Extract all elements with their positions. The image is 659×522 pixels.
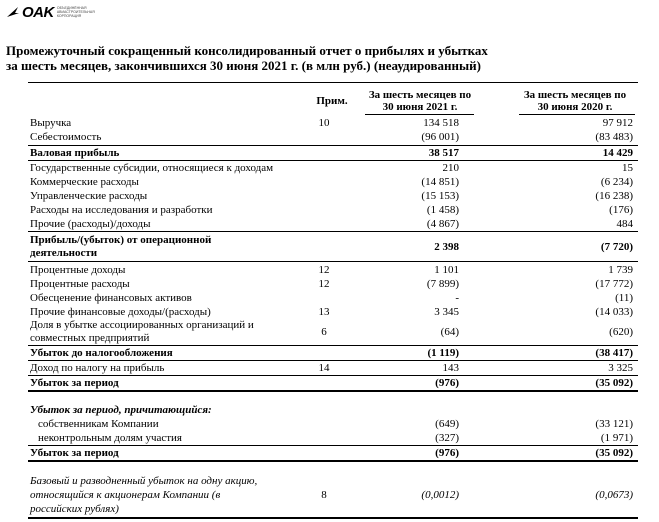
table-row: собственникам Компании (649) (33 121) <box>38 418 633 430</box>
table-row: Процентные расходы 12 (7 899) (17 772) <box>30 278 633 290</box>
double-rule <box>28 460 638 462</box>
table-row: Доход по налогу на прибыль 14 143 3 325 <box>30 362 633 374</box>
logo-subtitle: ОБЪЕДИНЁННАЯ АВИАСТРОИТЕЛЬНАЯ КОРПОРАЦИЯ <box>56 6 95 18</box>
logo-text: OAK <box>22 3 54 21</box>
table-row: Прочие (расходы)/доходы (4 867) 484 <box>30 218 633 230</box>
table-row-eps: Базовый и разводненный убыток на одну акцию, <box>30 475 258 487</box>
table-row-values: 6 (64) (620) <box>321 326 633 338</box>
table-row-operating-values: 2 398 (7 720) <box>434 241 633 253</box>
table-row-period-loss-total: Убыток за период (976) (35 092) <box>30 447 633 459</box>
title-line-2: за шесть месяцев, закончившихся 30 июня 2021 г. (в млн руб.) (неаудированный) <box>6 58 481 73</box>
table-row-operating-result: Прибыль/(убыток) от операционной <box>30 234 212 246</box>
table-row-eps-cont: относящийся к акционерам Компании (в <box>30 489 221 501</box>
table-row: Прочие финансовые доходы/(расходы) 13 3 345 (14 033) <box>30 306 633 318</box>
table-row: Государственные субсидии, относящиеся к доходам 210 15 <box>30 162 633 174</box>
table-row-attributable-heading: Убыток за период, причитающийся: <box>30 404 212 416</box>
company-logo <box>6 2 95 22</box>
table-row: неконтрольным долям участия (327) (1 971) <box>38 432 633 444</box>
header-rule-1 <box>365 114 474 115</box>
table-row-eps-values: 8 (0,0012) (0,0673) <box>321 489 633 501</box>
col-header-2020: За шесть месяцев по 30 июня 2020 г. <box>523 89 627 113</box>
table-row: Доля в убытке ассоциированных организаций и <box>30 319 254 331</box>
table-row-period-loss: Убыток за период (976) (35 092) <box>30 377 633 389</box>
aircraft-logo-icon <box>6 5 20 19</box>
header-rule-2 <box>519 114 635 115</box>
bottom-rule <box>28 517 638 519</box>
row-rule <box>28 231 638 232</box>
table-row: Управленческие расходы (15 153) (16 238) <box>30 190 633 202</box>
table-row: Процентные доходы 12 1 101 1 739 <box>30 264 633 276</box>
table-row: Себестоимость (96 001) (83 483) <box>30 131 633 143</box>
report-title <box>6 43 488 73</box>
table-row: Коммерческие расходы (14 851) (6 234) <box>30 176 633 188</box>
col-header-note: Прим. <box>316 95 348 107</box>
table-row-cont: совместных предприятий <box>30 332 150 344</box>
title-line-1: Промежуточный сокращенный консолидированный отчет о прибылях и убытках <box>6 43 488 58</box>
table-row-eps-cont: российских рублях) <box>30 503 119 515</box>
col-header-2021: За шесть месяцев по 30 июня 2021 г. <box>368 89 472 113</box>
table-row-gross-profit: Валовая прибыль 38 517 14 429 <box>30 147 633 159</box>
row-rule <box>28 261 638 262</box>
table-row: Обесценение финансовых активов - (11) <box>30 292 633 304</box>
table-row: Расходы на исследования и разработки (1 458) (176) <box>30 204 633 216</box>
table-row-operating-result-cont: деятельности <box>30 247 98 259</box>
top-rule <box>28 82 638 83</box>
table-row-pretax-loss: Убыток до налогообложения (1 119) (38 417) <box>30 347 633 359</box>
table-row: Выручка 10 134 518 97 912 <box>30 117 633 129</box>
double-rule <box>28 390 638 392</box>
